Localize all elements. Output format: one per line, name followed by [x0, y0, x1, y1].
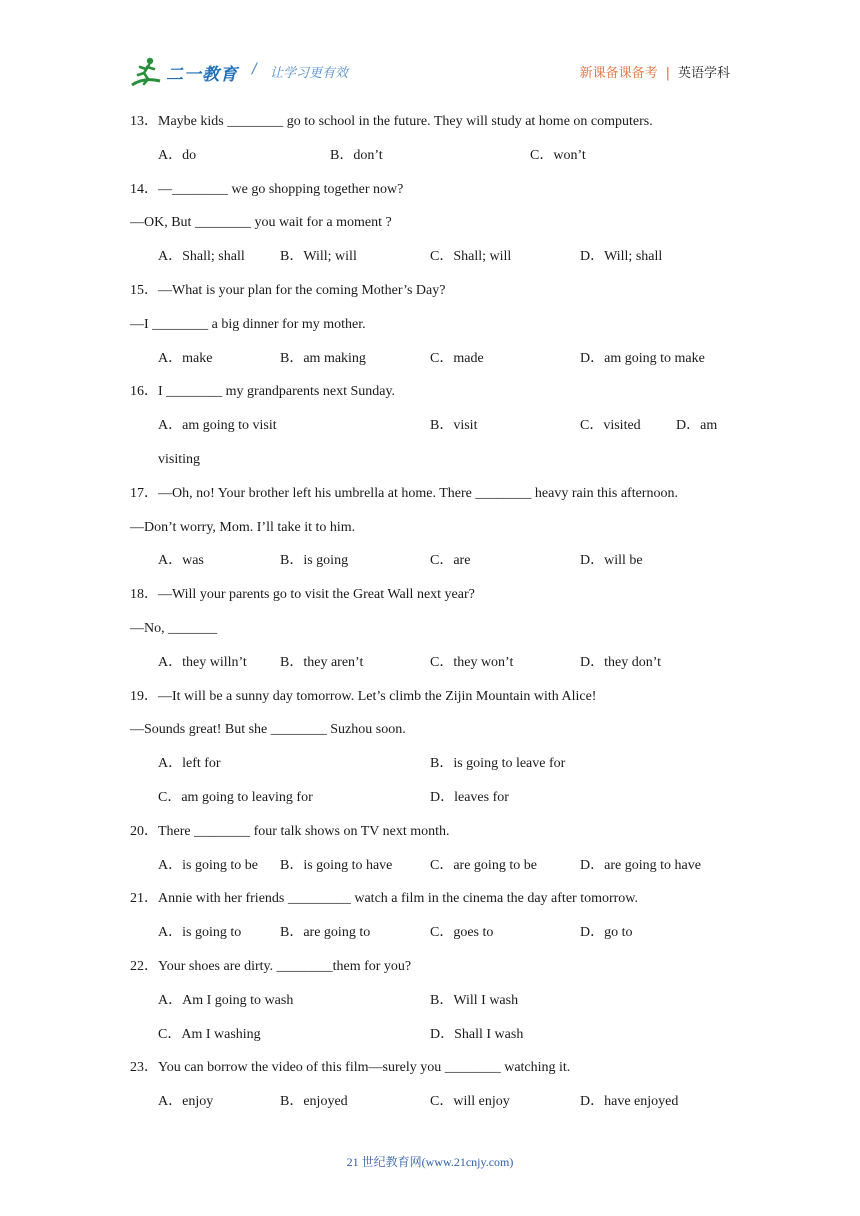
- question-19-options-row-2: [130, 786, 730, 820]
- question-15-options: [130, 347, 730, 381]
- question-13-options: [130, 144, 730, 178]
- option-c: C．am going to leaving for: [158, 789, 313, 805]
- runner-logo-icon: [130, 55, 164, 89]
- option-a: A．Shall; shall: [158, 249, 245, 265]
- question-13-stem: 13．Maybe kids ________ go to school in the future. They will study at home on computers.: [130, 114, 653, 129]
- header-divider: |: [665, 66, 670, 81]
- question-22-options-row-2: [130, 1023, 730, 1057]
- question-23-stem: 23．You can borrow the video of this film—surely you ________ watching it.: [130, 1060, 571, 1076]
- question-list: [130, 110, 730, 1124]
- question-22-stem: 22．Your shoes are dirty. ________them for you?: [130, 958, 412, 974]
- header-course-label: 新课备课备考: [579, 66, 658, 81]
- question-17-stem-2: —Don’t worry, Mom. I’ll take it to him.: [130, 519, 356, 535]
- option-b: B．enjoyed: [280, 1094, 348, 1110]
- option-c: C．won’t: [530, 147, 586, 163]
- question-16-options: [130, 414, 730, 448]
- option-c: C．goes to: [430, 925, 494, 941]
- option-a: A．was: [158, 553, 204, 569]
- question-16-options-wrap: [130, 448, 730, 482]
- logo: [130, 55, 238, 89]
- option-b: B．Will I wash: [430, 992, 519, 1008]
- question-17-stem: 17．—Oh, no! Your brother left his umbrella at home. There ________ heavy rain this afternoon.: [130, 485, 678, 501]
- option-a: A．is going to: [158, 925, 242, 941]
- option-d: D．Will; shall: [580, 249, 663, 265]
- option-d-continued: visiting: [158, 451, 201, 467]
- question-15-stem-2: —I ________ a big dinner for my mother.: [130, 316, 366, 332]
- question-17-options: [130, 549, 730, 583]
- option-d: D．have enjoyed: [580, 1094, 679, 1110]
- option-a: A．make: [158, 350, 213, 366]
- option-c: C．will enjoy: [430, 1094, 510, 1110]
- question-14-stem-2: —OK, But ________ you wait for a moment ?: [130, 215, 392, 231]
- question-14-stem: 14．—________ we go shopping together now?: [130, 181, 404, 197]
- question-19-options-row-1: [130, 752, 730, 786]
- option-d: D．am: [676, 418, 718, 434]
- question-19-stem: 19．—It will be a sunny day tomorrow. Let’s climb the Zijin Mountain with Alice!: [130, 688, 597, 704]
- option-d: D．am going to make: [580, 350, 705, 366]
- option-d: D．Shall I wash: [430, 1026, 524, 1042]
- option-d: D．leaves for: [430, 789, 509, 805]
- question-16-stem: 16．I ________ my grandparents next Sunday.: [130, 384, 396, 400]
- option-b: B．is going to have: [280, 857, 393, 873]
- option-a: A．enjoy: [158, 1094, 214, 1110]
- slogan: 让学习更有效: [270, 66, 349, 81]
- question-18-stem: 18．—Will your parents go to visit the Great Wall next year?: [130, 587, 475, 603]
- option-c: C．are going to be: [430, 857, 537, 873]
- option-b: B．they aren’t: [280, 654, 364, 670]
- option-b: B．is going to leave for: [430, 756, 566, 772]
- header-subject-label: 英语学科: [677, 66, 730, 81]
- option-c: C．Shall; will: [430, 249, 512, 265]
- slogan-separator: /: [252, 61, 257, 77]
- header-right: [580, 62, 730, 81]
- option-c: C．visited: [580, 418, 641, 434]
- question-20-stem: 20．There ________ four talk shows on TV next month.: [130, 823, 450, 839]
- option-a: A．left for: [158, 756, 221, 772]
- option-c: C．they won’t: [430, 654, 514, 670]
- option-b: B．am making: [280, 350, 366, 366]
- question-18-options: [130, 651, 730, 685]
- question-14-options: [130, 245, 730, 279]
- question-21-options: [130, 921, 730, 955]
- option-d: D．they don’t: [580, 654, 662, 670]
- logo-text: 二一教育: [166, 64, 238, 85]
- option-b: B．Will; will: [280, 249, 357, 265]
- option-d: D．are going to have: [580, 857, 701, 873]
- option-b: B．don’t: [330, 147, 383, 163]
- question-15-stem: 15．—What is your plan for the coming Mother’s Day?: [130, 282, 446, 298]
- option-a: A．is going to be: [158, 857, 258, 873]
- option-d: D．go to: [580, 925, 633, 941]
- page-footer: 21 世纪教育网(www.21cnjy.com): [346, 1155, 514, 1169]
- option-a: A．Am I going to wash: [158, 992, 294, 1008]
- question-18-stem-2: —No, _______: [130, 620, 218, 636]
- question-23-options: [130, 1090, 730, 1124]
- option-a: A．they willn’t: [158, 654, 247, 670]
- question-21-stem: 21．Annie with her friends _________ watch a film in the cinema the day after tomorrow.: [130, 891, 639, 907]
- option-c: C．are: [430, 553, 471, 569]
- option-a: A．do: [158, 147, 197, 163]
- option-a: A．am going to visit: [158, 418, 277, 434]
- option-b: B．visit: [430, 418, 478, 434]
- question-22-options-row-1: [130, 989, 730, 1023]
- option-d: D．will be: [580, 553, 643, 569]
- option-b: B．is going: [280, 553, 349, 569]
- question-19-stem-2: —Sounds great! But she ________ Suzhou soon.: [130, 722, 406, 738]
- option-c: C．Am I washing: [158, 1026, 261, 1042]
- option-c: C．made: [430, 350, 484, 366]
- option-b: B．are going to: [280, 925, 371, 941]
- page-header: [130, 55, 730, 91]
- question-20-options: [130, 854, 730, 888]
